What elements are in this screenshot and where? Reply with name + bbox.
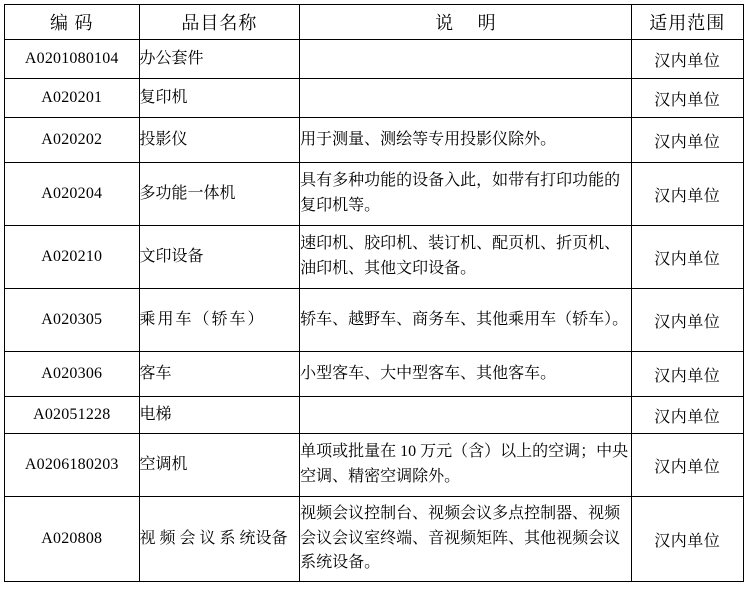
cell-description (300, 397, 631, 434)
table-row (5, 434, 744, 497)
cell-name: 复印机 (139, 79, 300, 118)
cell-code: A020204 (5, 163, 140, 226)
table-row (5, 352, 744, 397)
cell-code: A02051228 (5, 397, 140, 434)
table-header-row (5, 5, 744, 40)
cell-name: 多功能一体机 (139, 163, 300, 226)
procurement-catalog-table (4, 4, 744, 582)
cell-name: 空调机 (139, 434, 300, 497)
cell-name: 投影仪 (139, 118, 300, 163)
cell-description: 单项或批量在 10 万元（含）以上的空调；中央空调、精密空调除外。 (300, 434, 631, 497)
cell-description (300, 40, 631, 79)
table-body (5, 40, 744, 582)
table-row (5, 40, 744, 79)
table-row (5, 79, 744, 118)
cell-scope: 汉内单位 (631, 118, 743, 163)
cell-scope: 汉内单位 (631, 434, 743, 497)
cell-scope: 汉内单位 (631, 79, 743, 118)
cell-description: 视频会议控制台、视频会议多点控制器、视频会议会议室终端、音视频矩阵、其他视频会议系统设备。 (300, 497, 631, 582)
table-row (5, 226, 744, 289)
cell-description (300, 79, 631, 118)
cell-scope: 汉内单位 (631, 226, 743, 289)
cell-description: 小型客车、大中型客车、其他客车。 (300, 352, 631, 397)
cell-scope: 汉内单位 (631, 397, 743, 434)
table-row (5, 289, 744, 352)
table-row (5, 163, 744, 226)
cell-name: 电梯 (139, 397, 300, 434)
column-header-code: 编 码 (5, 5, 140, 40)
cell-scope: 汉内单位 (631, 289, 743, 352)
cell-name: 文印设备 (139, 226, 300, 289)
table-row (5, 118, 744, 163)
cell-description: 轿车、越野车、商务车、其他乘用车（轿车）。 (300, 289, 631, 352)
cell-code: A020306 (5, 352, 140, 397)
cell-code: A020201 (5, 79, 140, 118)
cell-code: A020305 (5, 289, 140, 352)
table-row (5, 397, 744, 434)
cell-code: A020202 (5, 118, 140, 163)
table-header (5, 5, 744, 40)
cell-name: 办公套件 (139, 40, 300, 79)
cell-description: 速印机、胶印机、装订机、配页机、折页机、油印机、其他文印设备。 (300, 226, 631, 289)
cell-name: 客车 (139, 352, 300, 397)
column-header-name: 品目名称 (139, 5, 300, 40)
document-page (0, 4, 748, 602)
cell-scope: 汉内单位 (631, 497, 743, 582)
column-header-scope: 适用范围 (631, 5, 743, 40)
cell-scope: 汉内单位 (631, 352, 743, 397)
cell-scope: 汉内单位 (631, 40, 743, 79)
cell-code: A0201080104 (5, 40, 140, 79)
cell-description: 用于测量、测绘等专用投影仪除外。 (300, 118, 631, 163)
cell-scope: 汉内单位 (631, 163, 743, 226)
cell-code: A020210 (5, 226, 140, 289)
cell-code: A0206180203 (5, 434, 140, 497)
cell-code: A020808 (5, 497, 140, 582)
cell-description: 具有多种功能的设备入此，如带有打印功能的复印机等。 (300, 163, 631, 226)
column-header-description: 说 明 (300, 5, 631, 40)
cell-name: 乘用车（轿车） (139, 289, 300, 352)
cell-name: 视 频 会 议 系 统设备 (139, 497, 300, 582)
table-row (5, 497, 744, 582)
